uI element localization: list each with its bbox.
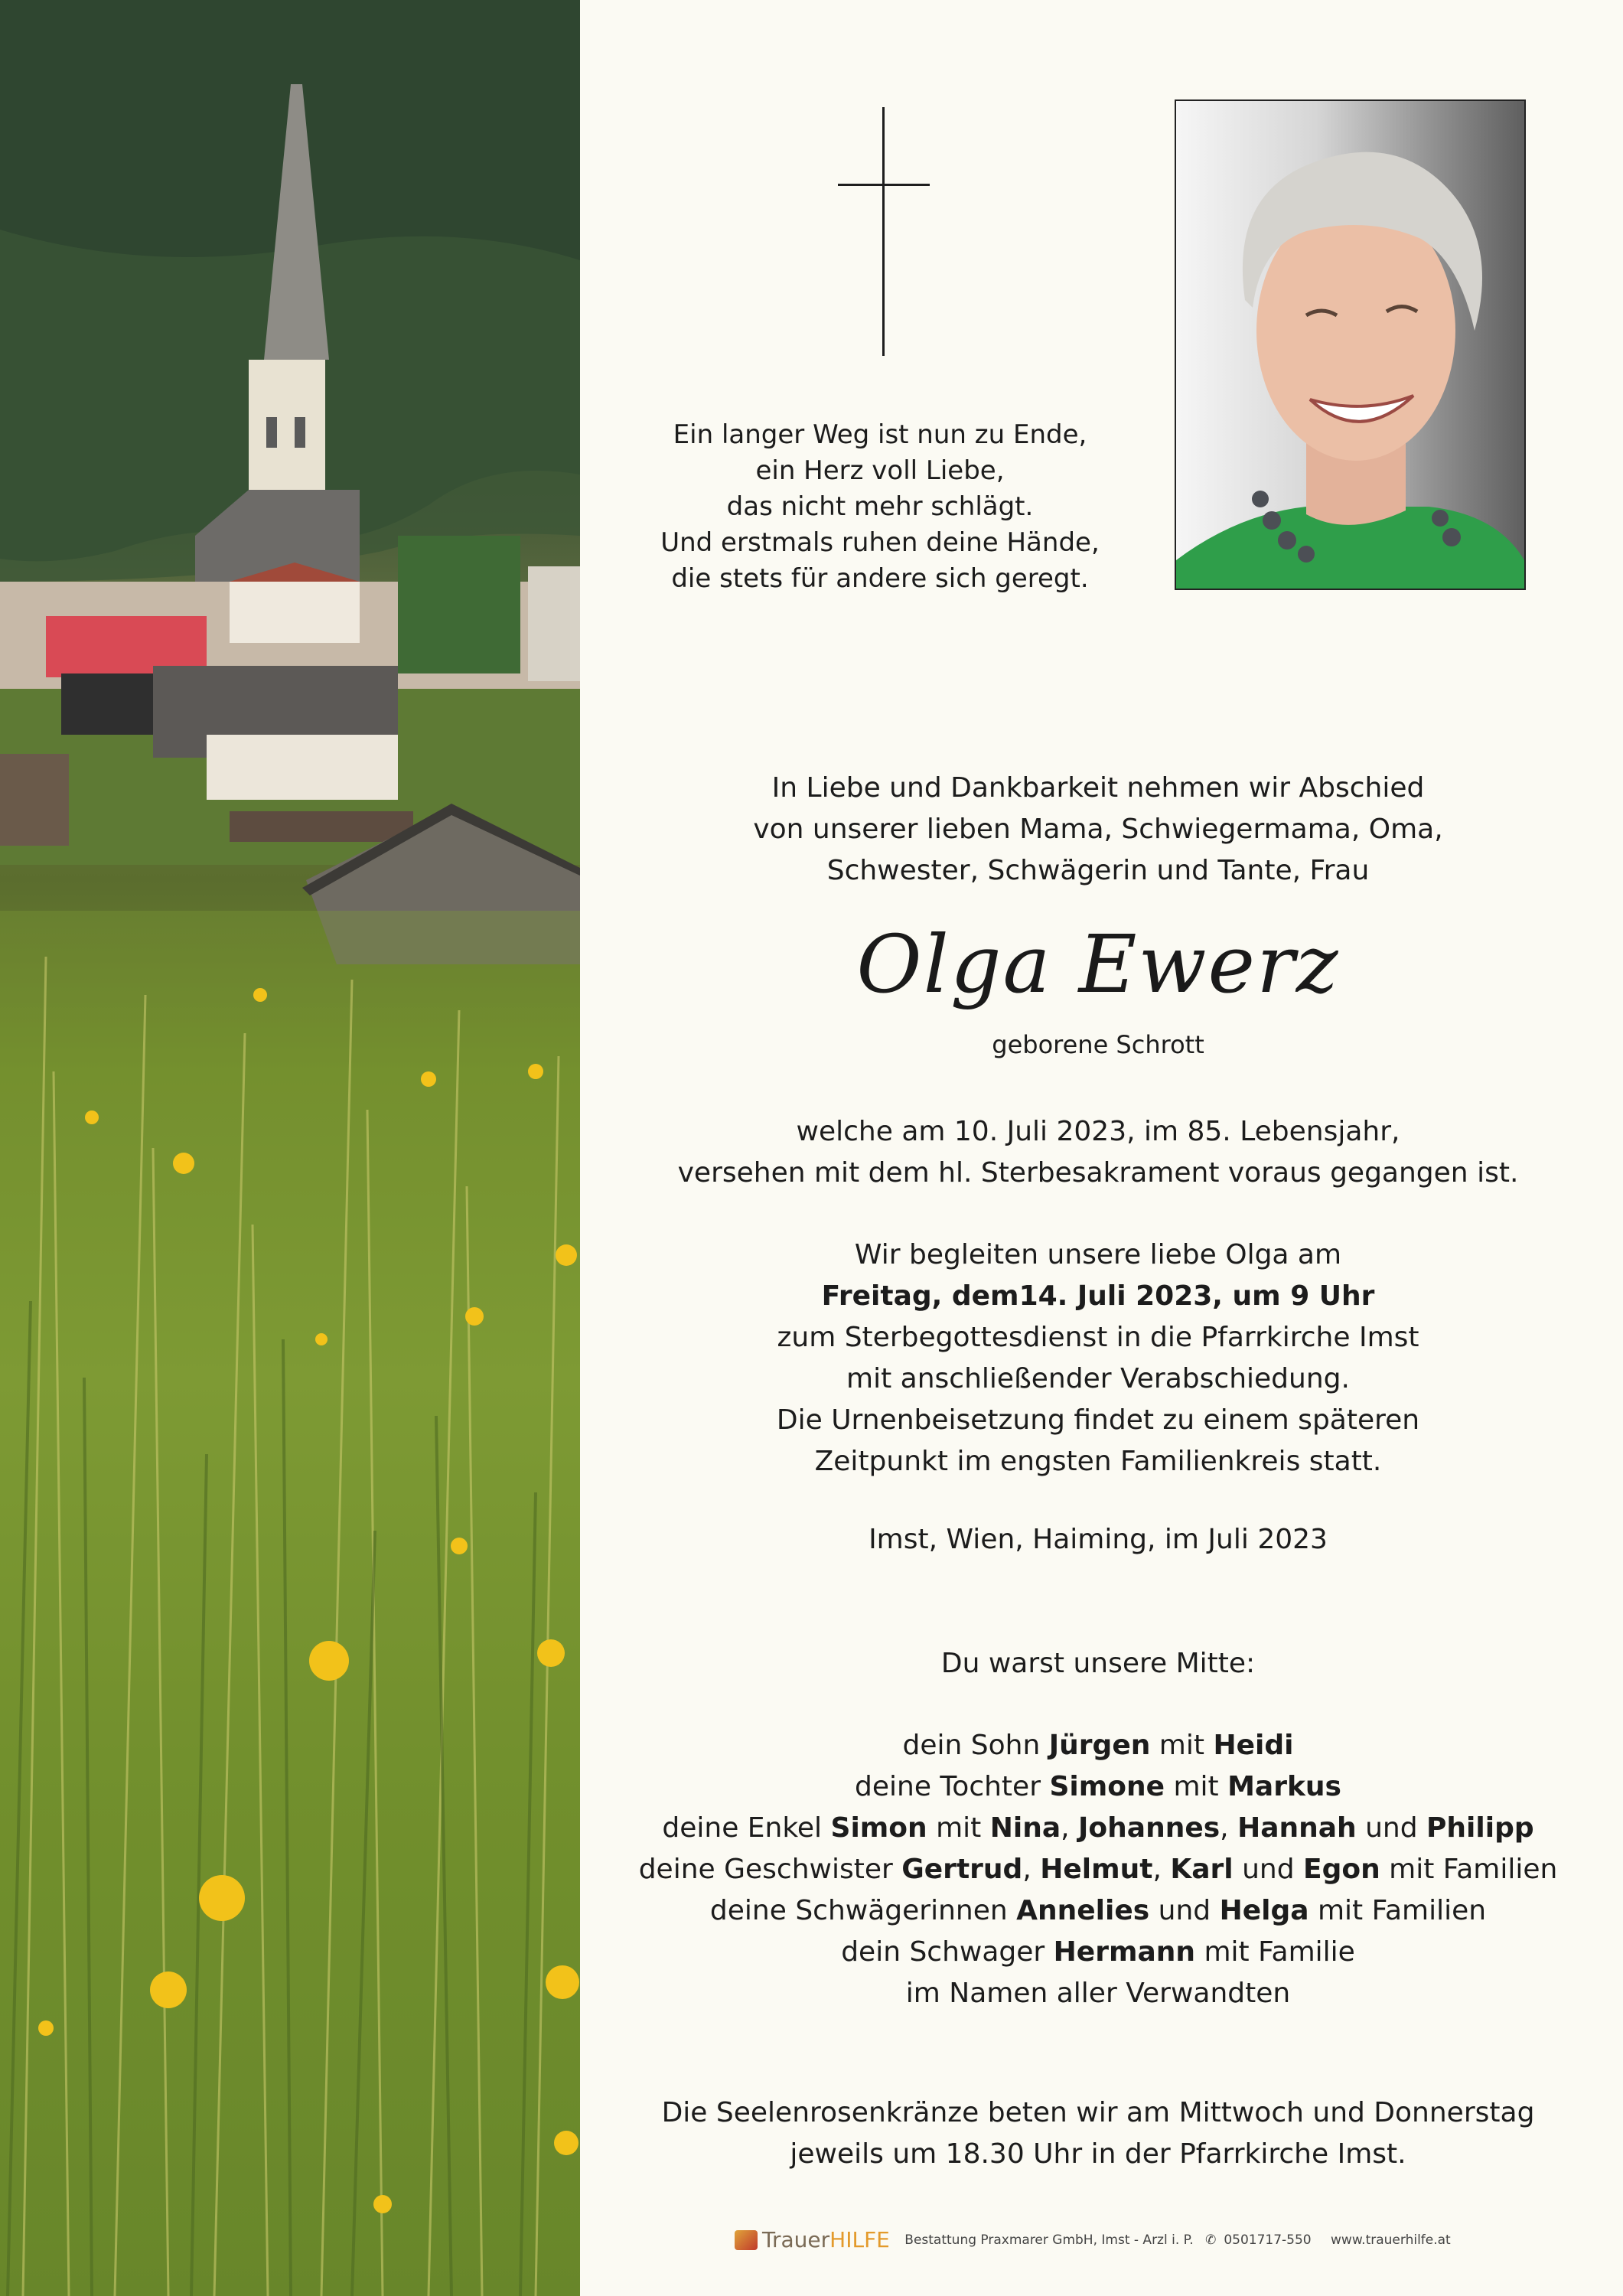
mourner-name: Helmut [1040,1854,1153,1885]
death-notice [635,1111,1561,1194]
place-date: Imst, Wien, Haiming, im Juli 2023 [869,1524,1328,1555]
mourner-text: deine Schwägerinnen [709,1895,1017,1926]
mourner-text: deine Tochter [855,1771,1050,1802]
mourner-name: Heidi [1213,1730,1294,1761]
mourner-text: dein Sohn [902,1730,1049,1761]
mourner-name: Johannes [1078,1812,1221,1844]
funeral-info [635,1234,1561,1482]
poem-line: ein Herz voll Liebe, [755,455,1005,486]
mourner-text: dein Schwager [841,1936,1054,1968]
mourner-text: mit Familien [1380,1854,1558,1885]
rosary-line: Die Seelenrosenkränze beten wir am Mittwoch und Donnerstag [661,2097,1535,2128]
intro-line: In Liebe und Dankbarkeit nehmen wir Abschied [771,772,1425,804]
mourner-line: im Namen aller Verwandten [905,1978,1291,2009]
farewell-intro [635,768,1561,892]
mourner-text: , [1022,1854,1041,1885]
mourner-line [635,1932,1561,1973]
poem-line: das nicht mehr schlägt. [726,491,1034,522]
mourner-text: mit [927,1812,990,1844]
footer [735,2229,1500,2252]
mourner-line [635,1849,1561,1890]
mourner-line [635,1725,1561,1766]
mourner-name: Hannah [1237,1812,1357,1844]
funeral-line: Zeitpunkt im engsten Familienkreis statt. [814,1446,1382,1477]
funeral-line: Wir begleiten unsere liebe Olga am [854,1239,1342,1270]
portrait-photo [1175,99,1526,590]
mourner-name: Simon [830,1812,927,1844]
memorial-poem [620,417,1140,597]
funeral-line: Die Urnenbeisetzung findet zu einem späteren [776,1404,1420,1436]
mourners-list [635,1725,1561,2014]
death-line: versehen mit dem hl. Sterbesakrament voraus gegangen ist. [677,1157,1519,1189]
mourner-name: Egon [1303,1854,1380,1885]
mourner-name: Karl [1170,1854,1234,1885]
mourner-text: deine Enkel [662,1812,831,1844]
phone-number: 0501717-550 [1224,2232,1312,2248]
mourner-line [635,1890,1561,1932]
landscape-photo [0,0,580,2296]
landscape-illustration [0,0,580,2296]
website-link[interactable]: www.trauerhilfe.at [1331,2232,1451,2248]
mourner-text: , [1220,1812,1238,1844]
mourner-name: Hermann [1053,1936,1196,1968]
company-info: Bestattung Praxmarer GmbH, Imst - Arzl i. P. [904,2232,1194,2248]
mourner-name: Helga [1219,1895,1309,1926]
mourner-text: mit [1150,1730,1214,1761]
mourner-text: und [1356,1812,1427,1844]
funeral-date: Freitag, dem14. Juli 2023, um 9 Uhr [821,1280,1375,1312]
mourner-name: Philipp [1426,1812,1534,1844]
maiden-name: geborene Schrott [992,1030,1204,1059]
brand-name-part1: Trauer [762,2227,830,2252]
trauerhilfe-logo-icon [735,2230,758,2250]
poem-line: Und erstmals ruhen deine Hände, [660,527,1100,558]
death-line: welche am 10. Juli 2023, im 85. Lebensjahr, [796,1116,1400,1147]
mourner-line [635,1808,1561,1849]
mourner-text: , [1061,1812,1079,1844]
mourner-name: Nina [989,1812,1061,1844]
mourner-text: und [1149,1895,1220,1926]
mourner-text: mit Familien [1309,1895,1487,1926]
mourner-name: Annelies [1016,1895,1150,1926]
funeral-line: zum Sterbegottesdienst in die Pfarrkirche Imst [777,1322,1419,1353]
cross-icon [838,107,930,356]
portrait-illustration [1176,101,1524,589]
mourner-name: Markus [1227,1771,1341,1802]
mourner-text: und [1233,1854,1303,1885]
brand-name-part2: HILFE [829,2227,890,2252]
rosary-info [635,2092,1561,2175]
rosary-line: jeweils um 18.30 Uhr in der Pfarrkirche Imst. [790,2138,1406,2170]
mourner-line [635,1766,1561,1808]
poem-line: die stets für andere sich geregt. [671,563,1089,594]
phone-icon: ✆ [1205,2232,1217,2248]
mourner-text: mit [1165,1771,1228,1802]
intro-line: von unserer lieben Mama, Schwiegermama, Oma, [753,814,1443,845]
mourner-text: mit Familie [1195,1936,1355,1968]
poem-line: Ein langer Weg ist nun zu Ende, [673,419,1087,450]
mourner-name: Jürgen [1048,1730,1151,1761]
funeral-line: mit anschließender Verabschiedung. [846,1363,1350,1394]
mourner-name: Simone [1049,1771,1165,1802]
center-phrase: Du warst unsere Mitte: [940,1648,1256,1679]
mourner-text: deine Geschwister [638,1854,902,1885]
mourner-text: , [1152,1854,1171,1885]
intro-line: Schwester, Schwägerin und Tante, Frau [826,855,1370,886]
mourner-name: Gertrud [901,1854,1023,1885]
deceased-name: Olga Ewerz [856,918,1340,1011]
